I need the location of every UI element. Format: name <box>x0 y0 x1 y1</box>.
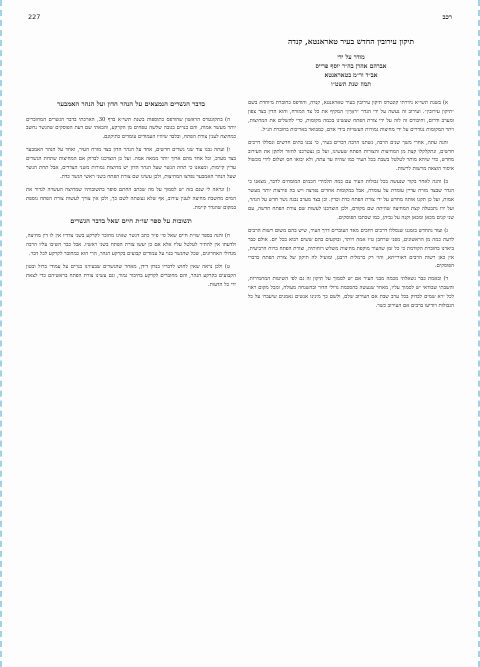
section-heading: בדבר הגשרים הנמצאים על הנהר הדון ועל הנהר האמבער <box>57 100 205 108</box>
paragraph: ט) ולכן נראה שאין לחוש לדבריו בנדון דידן, מאחר שהגשרים שבעירנו בנויים על עמודי ברזל ובטון הקבועים בקרקע הנהר, והם מחוברים לקרקע בחיבור גמור, וגם עשינו צורת הפתח בראשיהם כדי לצאת ידי כל הדעות. <box>26 263 236 288</box>
paragraph: ו) ועתה נבנו עוד שני גשרים חדשים, אחד על הנהר הדון בצד מזרח העיר, ואחד על הנהר האמבער בצד מערב, וכל אחד מהם ארוך יותר ממאה אמה. ועל כן הוצרכנו לבדוק אם המחיצות שתחת הגשרים עדיין קיימות, ומצאנו כי תחת הגשר שעל הנהר הדון יש מחיצות גמורות משני הצדדים, אבל תחת הגשר שעל הנהר האמבער נפרצו המחיצות, ולכן עשינו שם צורת הפתח בשני ראשי הגשר כדת. <box>26 147 236 180</box>
byline: מודר על ידי <box>337 54 365 61</box>
paragraph: ג) ועוד נתחדש בזמננו שנסללו דרכים רחבים מאד העוברים דרך העיר, שיש בהם משום רשות הרבים לדעת כמה מן הראשונים, מפני שרחבן ט״ז אמה ויותר, ובוקעים בהם ששים רבוא בכל יום. אולם כבר ביארנו בחוברת הקודמת כי כל זמן שהעיר מוקפת מחיצות משלש רוחותיה, וצורת הפתח ברוח הרביעית, אין כאן רשות הרבים דאורייתא, והוי רק כרמלית דרבנן, ומועיל לה תיקון של צורת הפתח כדברי הפוסקים. <box>248 227 454 270</box>
section-heading: תשובות על ספר שו״ת חיים שאל בדבר הגשרים <box>70 216 192 225</box>
running-head <box>28 10 452 24</box>
author-place: אב״ד ור״מ בטאראנטא <box>324 72 378 79</box>
article-date: תמוז שנת תשט״ו <box>331 81 371 88</box>
paragraph: ח) והנה בספר שו״ת חיים שאל סי׳ פ״ד כתב דגשר שאינו מחובר לקרקע בשני צדדיו אין לו דין מחיצה, ולדעתו אין להתיר לטלטל עליו אלא אם כן יעשו צורת הפתח בשני ראשיו. אבל כבר השיבו עליו הרבה מגדולי האחרונים, שכל שהגשר בנוי על עמודים קבועים בקרקע הנהר, הרי הוא כמחובר לקרקע לכל דבר. <box>26 233 236 257</box>
article-title: תיקון עירובין החדש בעיר טאראנטא, קנדה <box>287 37 415 46</box>
page-label: רכב <box>442 13 452 21</box>
paragraph: והנה עתה, אחרי משך שנים הרבה, נשתנו הרבה דברים בעיר, כי נבנו בתים חדשים ונסללו דרכים חדשים, ונתקלקלו קצת מן המחיצות והצורות הפתח שעשינו, ועל כן נצטרכנו לחזור ולתקן את העירוב מחדש, כדי שיהא מותר לטלטל בשבת בכל העיר כמו שהיה עד עתה, ולא יבואו חס ושלום לידי מכשול איסור הוצאה מרשות לרשות. <box>248 139 454 173</box>
column-spacer <box>26 36 236 96</box>
left-column <box>26 36 236 294</box>
paragraph: ז) ונראה לי שגם בזה יש לסמוך על מה שכתב החתם סופר בתשובותיו שמחיצה העשויה לגדור את המים מחשבת מחיצה לענין עירוב, אף שלא נעשתה לשם כך, ולכן אין צורך לעשות צורת הפתח נוספת במקום שהגדר קיימת. <box>26 186 236 211</box>
right-column <box>248 36 454 315</box>
title-block <box>248 36 454 89</box>
paragraph: ב) והנה לאחר בקור שנעשה בכל גבולות העיר עם כמה תלמידי חכמים המומחים לדבר, מצאנו כי הגדר שבצד מזרח עדיין עומדת על עומדה, אבל במקומות אחדים נפרצה ויש בה פירצות יותר מעשר אמות, ועל כן תקנו אותה מחדש על ידי צורת הפתח כדת וכדין. וכן בצד מערב נבנה גשר חדש על הנהר, ועל ידו נתבטלה קצת המחיצה שהיתה שם מקודם, ולכן הוצרכנו לעשות שם צורת הפתח חדשה, עם שני קנים מכאן ומכאן וקנה על גביהן, כמו שכתבו הפוסקים. <box>248 179 454 221</box>
paragraph: ד) ובאמת כבר נשאלתי מכמה מבני העיר אם יש לסמוך על תיקון זה גם לפי השיטות המחמירות, והשבתי שבודאי יש לסמוך עליו, מאחר שנעשה בהסכמת גדולי הדור ובהשגחה מעולה, ומכל מקום ראוי לכל ירא שמים לבדוק בכל ערב שבת אם העירוב שלם, ולשם כך מינינו אנשים נאמנים שיעברו על כל הגבולות ויודיעו ברבים אם העירוב כשר. <box>248 276 454 310</box>
page-number: 227 <box>28 13 41 21</box>
author-name: אברהם אהרן בה״ר יוסף פרייס <box>315 63 387 70</box>
paragraph: ה) בתקונטרס הראשון שהודפס כתוספות בשנת תשי״א בדף 30, הארכתי בדבר הגשרים המחוברים יותר מעשר אמות, והם בנויים בגובה שלשה טפחים מן הקרקע, והבאתי שם דעת הפוסקים שהגשר נחשב כמחיצה לענין צורת הפתח, ובלבד שיהיו העמודים עומדים כתיקונם. <box>26 116 236 141</box>
paragraph: א) בשנת תשי״א נידרתי קונטרס תיקון עירובין בעיר טאראנטא, קנדה, והודפס כחוברת מיוחדת בשם ״תיקון עירובין״. ועירוב זה נעשה על ידי הגדר ״ראָיָין״ המקיף את כל צד המזרח, והוא הדין בצד צפון ומערב ודרום, וחיבורם זה לזה על ידי צורת הפתח שעשינו בכמה מקומות, כדי להשלים את המחיצות, ויתר המקומות נגודרים על ידי מחיצות גמורות העשויות בידי אדם, כמבואר באריכות בחוברת הנ״ל. <box>248 100 454 133</box>
